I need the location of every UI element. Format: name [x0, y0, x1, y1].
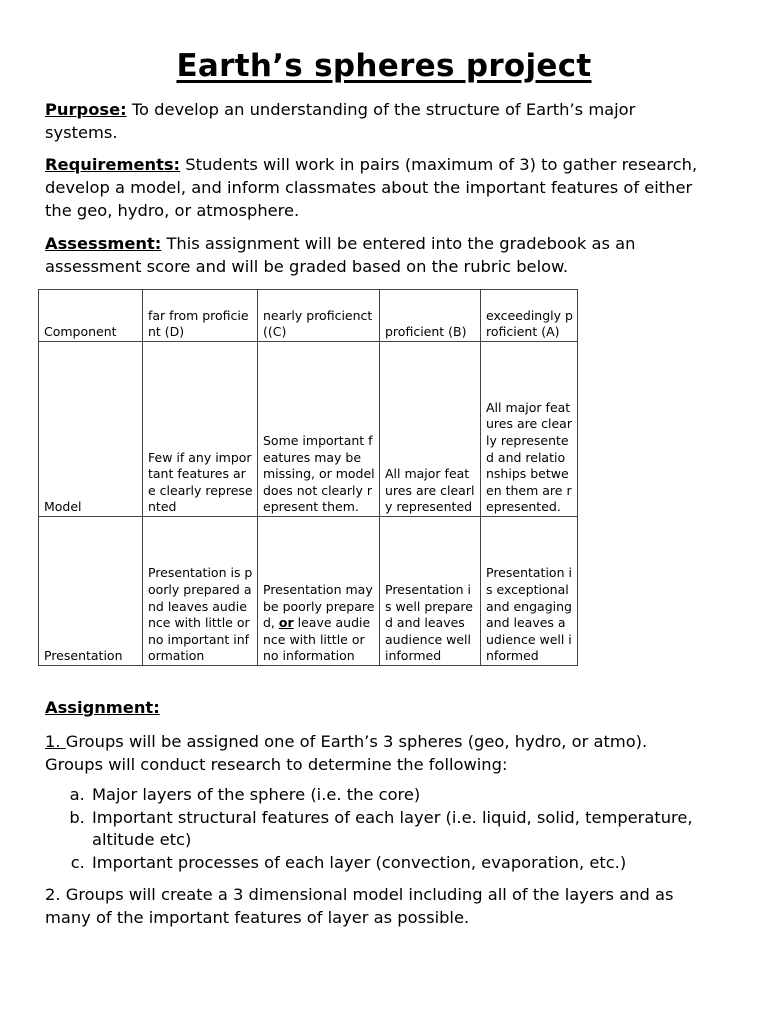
header-grade-b: proficient (B) — [380, 290, 481, 342]
requirements-text: Students will work in pairs (maximum of 3) to gather research, develop a model, and inform classmates about the important features of either the geo, hydro, or atmosphere. — [45, 155, 698, 220]
step-1-sublist — [45, 784, 710, 874]
assessment-paragraph — [45, 232, 705, 278]
assessment-label: Assessment: — [45, 234, 162, 253]
presentation-c-or: or — [278, 615, 294, 631]
presentation-grade-d: Presentation is poorly prepared and leaves audience with little or no important information — [143, 517, 258, 666]
presentation-c-part2: leave audience with little or no information — [263, 615, 371, 664]
rubric-row-model — [39, 342, 578, 517]
rubric-header-row — [39, 290, 578, 342]
assignment-heading: Assignment: — [45, 698, 160, 717]
presentation-component: Presentation — [39, 517, 143, 666]
purpose-text: To develop an understanding of the structure of Earth’s major systems. — [45, 100, 636, 142]
model-component: Model — [39, 342, 143, 517]
model-grade-b: All major features are clearly represented — [380, 342, 481, 517]
requirements-label: Requirements: — [45, 155, 181, 174]
step-1-text: Groups will be assigned one of Earth’s 3 spheres (geo, hydro, or atmo). Groups will conduct research to determine the following: — [45, 732, 648, 774]
model-grade-d: Few if any important features are clearly represented — [143, 342, 258, 517]
sublist-item: a. Major layers of the sphere (i.e. the core) — [90, 784, 710, 807]
header-component: Component — [39, 290, 143, 342]
purpose-paragraph — [45, 98, 705, 144]
rubric-row-presentation — [39, 517, 578, 666]
header-grade-a: exceedingly proficient (A) — [481, 290, 578, 342]
presentation-c-part1: Presentation may be poorly prepared, — [263, 582, 375, 631]
header-grade-d: far from proficient (D) — [143, 290, 258, 342]
presentation-grade-c — [258, 517, 380, 666]
presentation-grade-a: Presentation is exceptional and engaging and leaves audience well informed — [481, 517, 578, 666]
model-grade-a: All major features are clearly represented and relationships between them are represented. — [481, 342, 578, 517]
purpose-label: Purpose: — [45, 100, 127, 119]
assignment-step-1 — [45, 730, 705, 776]
requirements-paragraph — [45, 153, 705, 222]
sublist-item: c. Important processes of each layer (convection, evaporation, etc.) — [90, 852, 710, 875]
step-1-number: 1. — [45, 732, 66, 751]
page-title: Earth’s spheres project — [176, 48, 592, 84]
assessment-text: This assignment will be entered into the gradebook as an assessment score and will be graded based on the rubric below. — [45, 234, 636, 276]
model-grade-c: Some important features may be missing, or model does not clearly represent them. — [258, 342, 380, 517]
header-grade-c: nearly proficienct ((C) — [258, 290, 380, 342]
rubric-table — [38, 289, 578, 666]
sublist-item: b. Important structural features of each layer (i.e. liquid, solid, temperature, altitude etc) — [90, 807, 710, 852]
presentation-grade-b: Presentation is well prepared and leaves audience well informed — [380, 517, 481, 666]
assignment-step-2: 2. Groups will create a 3 dimensional model including all of the layers and as many of the important features of layer as possible. — [45, 885, 674, 927]
